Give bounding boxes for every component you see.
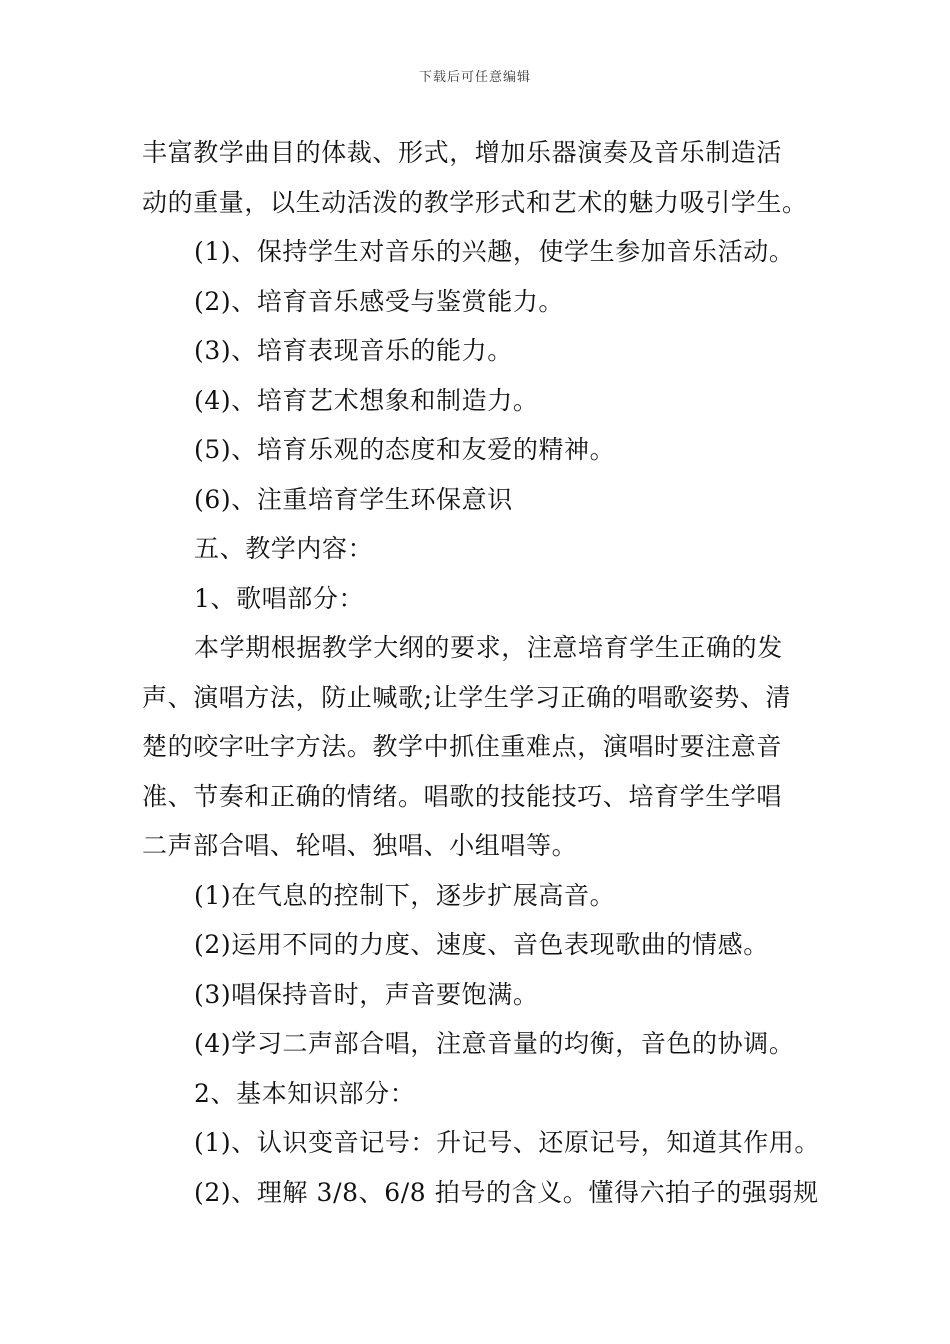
page-header: 下载后可任意编辑: [418, 70, 531, 85]
text-line: (2)运用不同的力度、速度、音色表现歌曲的情感。: [194, 930, 769, 959]
text-line: 2、基本知识部分：: [194, 1078, 416, 1108]
text-line: 楚的咬字吐字方法。教学中抓住重难点，演唱时要注意音: [142, 732, 783, 761]
text-line: (6)、注重培育学生环保意识: [194, 484, 513, 514]
text-line: (4)学习二声部合唱，注意音量的均衡，音色的协调。: [194, 1029, 795, 1058]
text-line: (3)、培育表现音乐的能力。: [194, 336, 513, 365]
text-line: 五、教学内容：: [194, 534, 374, 563]
text-line: 声、演唱方法，防止喊歌;让学生学习正确的唱歌姿势、清: [142, 682, 792, 712]
text-line: (2)、培育音乐感受与鉴赏能力。: [194, 286, 565, 316]
text-line: (1)、保持学生对音乐的兴趣，使学生参加音乐活动。: [194, 237, 795, 266]
text-line: 二声部合唱、轮唱、独唱、小组唱等。: [142, 831, 578, 860]
text-line: (2)、理解 3/8、6/8 拍号的含义。懂得六拍子的强弱规: [194, 1177, 819, 1207]
text-line: 1、歌唱部分：: [194, 583, 365, 613]
text-line: (1)、认识变音记号：升记号、还原记号，知道其作用。: [194, 1128, 821, 1157]
text-line: 动的重量，以生动活泼的教学形式和艺术的魅力吸引学生。: [142, 187, 808, 217]
text-line: 本学期根据教学大纲的要求，注意培育学生正确的发: [194, 633, 783, 662]
text-line: (1)在气息的控制下，逐步扩展高音。: [194, 880, 616, 910]
text-line: (3)唱保持音时，声音要饱满。: [194, 979, 539, 1009]
text-line: 丰富教学曲目的体裁、形式，增加乐器演奏及音乐制造活: [142, 138, 783, 167]
text-line: (4)、培育艺术想象和制造力。: [194, 385, 539, 415]
document-body: [142, 128, 821, 1217]
text-line: 准、节奏和正确的情绪。唱歌的技能技巧、培育学生学唱: [142, 781, 783, 811]
text-line: (5)、培育乐观的态度和友爱的精神。: [194, 435, 616, 464]
